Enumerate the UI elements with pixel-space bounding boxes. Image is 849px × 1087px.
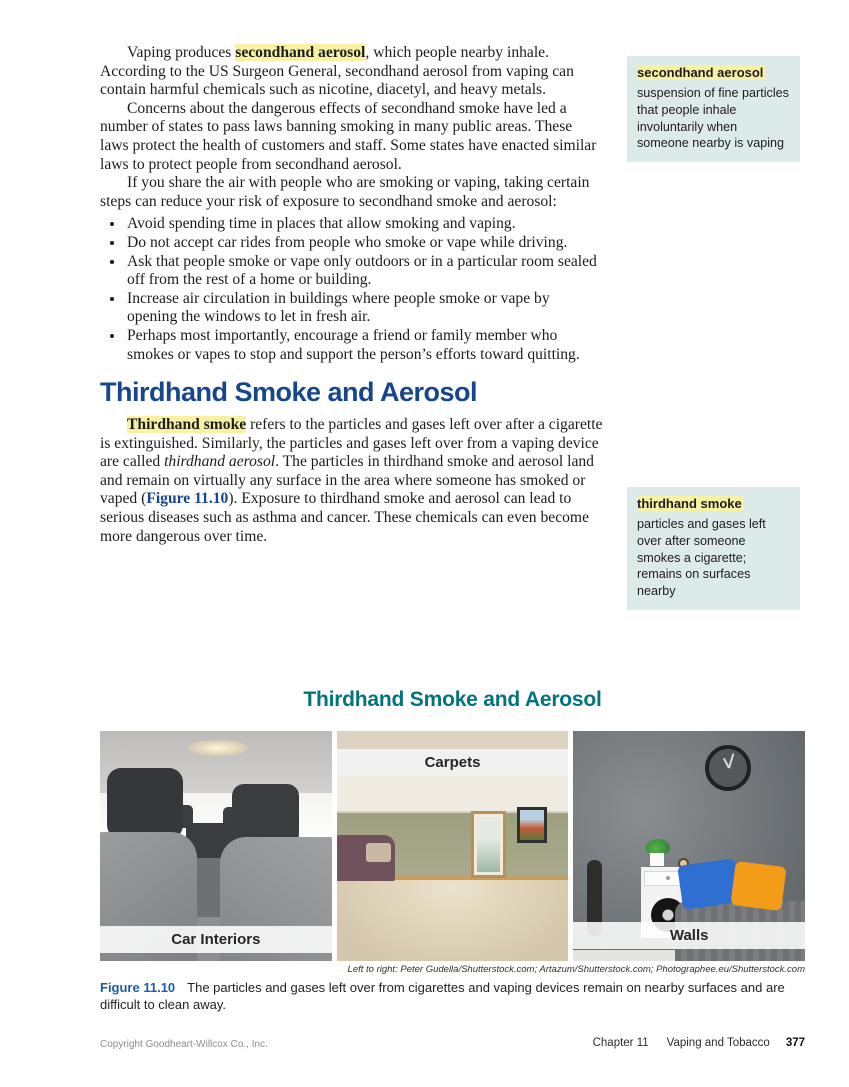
figure-caption <box>100 980 805 1013</box>
para1-lead: Vaping produces <box>127 44 236 61</box>
plant-pot-shape <box>650 853 664 866</box>
definition-box-thirdhand-smoke <box>627 487 800 610</box>
list-item: • Increase air circulation in buildings where people smoke or vape by opening the windows to let in fresh air. <box>125 290 603 327</box>
key-term-secondhand-aerosol: secondhand aerosol <box>235 44 366 61</box>
room-sofa-shape <box>337 835 395 881</box>
list-item: • Avoid spending time in places that allow smoking and vaping. <box>125 215 603 234</box>
orange-pillow-shape <box>731 861 787 911</box>
photo-label-walls: Walls <box>573 922 805 949</box>
figure-caption-label: Figure 11.10 <box>100 980 176 995</box>
figure-caption-text: The particles and gases left over from cigarettes and vaping devices remain on nearby surfaces and are difficult to clean away. <box>100 980 785 1012</box>
term-thirdhand-aerosol-italic: thirdhand aerosol <box>164 453 276 471</box>
room-carpet-shape <box>337 880 569 961</box>
footer-page-number: 377 <box>785 1037 805 1049</box>
definition-text: particles and gases left over after someone smokes a cigarette; remains on surfaces nearby <box>637 517 766 599</box>
paragraph-secondhand-aerosol <box>100 44 603 100</box>
figure-11-10 <box>100 688 805 1013</box>
para1-rest: , which people nearby inhale. According to the US Surgeon General, secondhand aerosol from vaping can contain harmful chemicals such as nicotine, diacetyl, and heavy metals. <box>100 44 574 99</box>
list-item: • Ask that people smoke or vape only outdoors or in a particular room sealed off from the rest of a home or building. <box>125 253 603 290</box>
photo-car-interior <box>100 731 332 961</box>
photo-label-car-interiors: Car Interiors <box>100 926 332 953</box>
para4-text3: ). Exposure to thirdhand smoke and aerosol can lead to serious diseases such as asthma and cancer. These chemicals can even become more dangerous over time. <box>100 490 589 545</box>
figure-photo-row <box>100 731 805 961</box>
sofa-cushion-shape <box>366 843 391 861</box>
section-heading-thirdhand: Thirdhand Smoke and Aerosol <box>100 377 478 408</box>
paragraph-thirdhand-smoke <box>100 416 603 546</box>
floor-shape <box>573 950 675 962</box>
definition-text: suspension of fine particles that people inhale involuntarily when someone nearby is vaping <box>637 86 789 151</box>
car-front-headrest-shape <box>107 768 183 839</box>
paragraph-smoking-laws: Concerns about the dangerous effects of secondhand smoke have led a number of states to pass laws banning smoking in many public areas. These laws protect the health of customers and staff. Some states have enacted similar laws to protect people from secondhand aerosol. <box>100 99 597 173</box>
definition-term: secondhand aerosol <box>637 65 764 80</box>
exposure-reduction-list <box>100 215 603 364</box>
figure-title: Thirdhand Smoke and Aerosol <box>303 688 602 711</box>
para4-text1: refers to the particles and gases left over after a cigarette is extinguished. Similarly, the particles and gases left over from a vaping device are called <box>100 416 603 471</box>
room-door-shape <box>471 811 506 878</box>
photo-credit-line: Left to right: Peter Gudella/Shutterstock.com; Artazum/Shutterstock.com; Photographee.eu/Shutterstock.com <box>347 964 805 975</box>
room-ceiling-sliver-shape <box>337 731 569 749</box>
paragraph-exposure-intro: If you share the air with people who are smoking or vaping, taking certain steps can reduce your risk of exposure to secondhand smoke and aerosol: <box>100 174 590 210</box>
list-item: • Do not accept car rides from people who smoke or vape while driving. <box>125 234 603 253</box>
photo-carpets-room <box>337 731 569 961</box>
footer-copyright: Copyright Goodheart-Willcox Co., Inc. <box>100 1039 268 1050</box>
main-text-column <box>100 44 603 546</box>
para4-text2: . The particles in thirdhand smoke and aerosol land and remain on virtually any surface in the area where someone has smoked or vaped ( <box>100 453 594 508</box>
photo-label-carpets: Carpets <box>337 749 569 776</box>
wall-art-frame-shape <box>517 807 547 843</box>
door-glass-shape <box>477 817 500 872</box>
key-term-thirdhand-smoke: Thirdhand smoke <box>127 416 247 434</box>
definition-box-secondhand-aerosol <box>627 56 800 162</box>
footer-chapter: Chapter 11 <box>592 1037 649 1049</box>
footer-running-head <box>593 1037 805 1049</box>
wall-clock-shape <box>705 745 751 791</box>
list-item: • Perhaps most importantly, encourage a friend or family member who smokes or vapes to stop and support the person’s efforts toward quitting. <box>125 327 603 364</box>
figure-reference-link[interactable]: Figure 11.10 <box>146 490 229 508</box>
definition-term: thirdhand smoke <box>637 496 742 511</box>
photo-walls-room <box>573 731 805 961</box>
footer-chapter-title: Vaping and Tobacco <box>666 1037 770 1049</box>
